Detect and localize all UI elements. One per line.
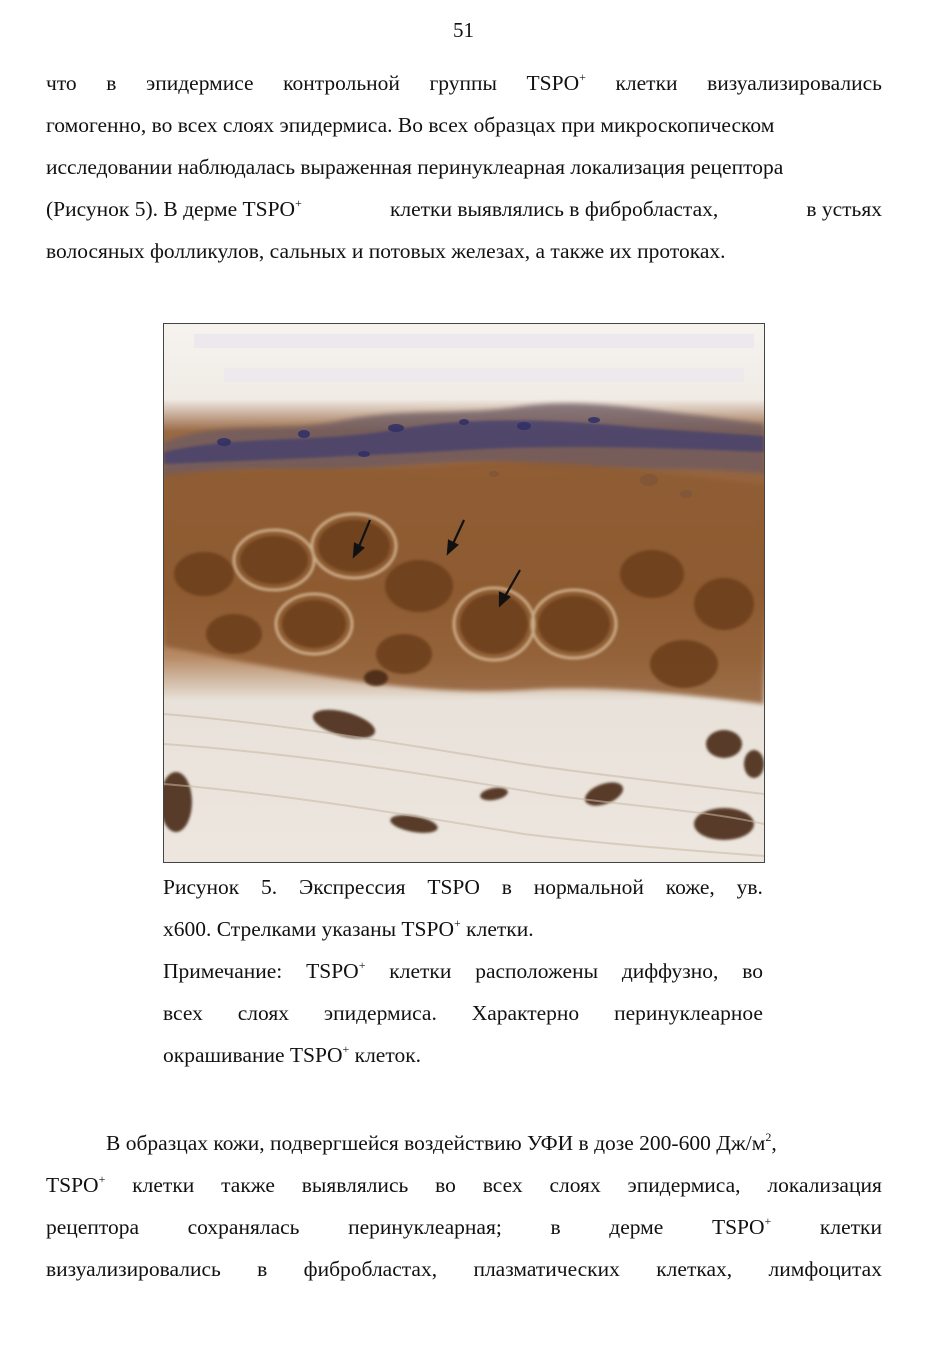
text-run: окрашивание TSPO (163, 1043, 343, 1067)
word: эпидермисе (145, 71, 254, 95)
paragraph-line: исследовании наблюдалась выраженная перинуклеарная локализация рецептора (46, 155, 784, 179)
word: что (46, 71, 77, 95)
text-run: х600. Стрелками указаны TSPO (163, 917, 454, 941)
word-group (712, 1206, 771, 1248)
word: сохранялась (187, 1215, 300, 1239)
word: всех (482, 1173, 523, 1197)
word-group (306, 950, 365, 992)
word: ув. (736, 875, 763, 899)
paragraph-line (46, 62, 882, 104)
note-line (163, 992, 763, 1034)
word: нормальной (533, 875, 644, 899)
paragraph-line (46, 1206, 882, 1248)
note-line (163, 950, 763, 992)
superscript: + (358, 958, 366, 972)
text-run: , (771, 1131, 777, 1155)
word: выявлялись (301, 1173, 409, 1197)
word: Характерно (471, 1001, 580, 1025)
word: клетки (389, 959, 452, 983)
word: плазматических (473, 1257, 620, 1281)
word: перинуклеарная; (348, 1215, 502, 1239)
word: клетках, (656, 1257, 733, 1281)
text-run: В образцах кожи, подвергшейся воздействию УФИ в дозе 200-600 Дж/м (106, 1131, 766, 1155)
micrograph-figure (163, 323, 765, 863)
word: слоях (549, 1173, 601, 1197)
word: TSPO (46, 1173, 99, 1197)
paragraph-line: гомогенно, во всех слоях эпидермиса. Во всех образцах при микроскопическом (46, 113, 775, 137)
word-group (46, 1164, 105, 1206)
paragraph-line: волосяных фолликулов, сальных и потовых железах, а также их протоках. (46, 239, 726, 263)
word: клетки (615, 71, 678, 95)
word: дерме (609, 1215, 664, 1239)
paragraph-line (46, 1248, 882, 1290)
superscript: + (295, 196, 302, 210)
word: визуализировались (707, 71, 882, 95)
word: в (501, 875, 512, 899)
paragraph-intro (46, 62, 882, 272)
word: слоях (237, 1001, 289, 1025)
note-line (163, 1034, 763, 1076)
word: расположены (475, 959, 599, 983)
word: в (550, 1215, 561, 1239)
word: TSPO (711, 1215, 765, 1239)
word: TSPO (526, 71, 580, 95)
word: диффузно, (621, 959, 719, 983)
text-run: (Рисунок 5). В дерме TSPO (46, 197, 296, 221)
word: клетки (819, 1215, 882, 1239)
paragraph-line (46, 1164, 882, 1206)
word-group (527, 62, 586, 104)
paragraph-line (46, 1122, 882, 1164)
word: в (106, 71, 117, 95)
word: фибробластах, (303, 1257, 438, 1281)
superscript: + (764, 1214, 772, 1228)
micrograph-skin-tspo-icon (164, 324, 764, 862)
word: Экспрессия (299, 875, 406, 899)
figure-note (163, 950, 763, 1076)
figure-caption (163, 866, 763, 950)
superscript: 2 (765, 1130, 772, 1144)
word: 5. (261, 875, 278, 899)
word: всех (163, 1001, 203, 1025)
word: коже, (665, 875, 715, 899)
word: эпидермиса. (323, 1001, 437, 1025)
text-run: в устьях (806, 197, 882, 221)
text-run: клетки выявлялись в фибробластах, (389, 197, 719, 221)
word: во (435, 1173, 456, 1197)
superscript: + (579, 70, 586, 84)
caption-line (163, 866, 763, 908)
word: визуализировались (46, 1257, 221, 1281)
paragraph-uv (46, 1122, 882, 1290)
word: в (257, 1257, 268, 1281)
page-number: 51 (453, 18, 474, 42)
word: TSPO (427, 875, 480, 899)
superscript: + (342, 1042, 350, 1056)
superscript: + (454, 916, 461, 930)
superscript: + (98, 1172, 106, 1186)
word: группы (429, 71, 497, 95)
word: также (221, 1173, 275, 1197)
word: Рисунок (163, 875, 240, 899)
text-run: клетки. (460, 917, 534, 941)
word: клетки (132, 1173, 195, 1197)
word: во (742, 959, 763, 983)
word: эпидермиса, (627, 1173, 741, 1197)
paragraph-line (46, 188, 882, 230)
word: контрольной (283, 71, 400, 95)
word: лимфоцитах (768, 1257, 882, 1281)
word: рецептора (46, 1215, 140, 1239)
word: локализация (767, 1173, 882, 1197)
text-run: клеток. (349, 1043, 422, 1067)
word-group (46, 188, 302, 230)
word: TSPO (306, 959, 359, 983)
caption-line (163, 908, 763, 950)
word: Примечание: (163, 959, 283, 983)
word: перинуклеарное (614, 1001, 763, 1025)
